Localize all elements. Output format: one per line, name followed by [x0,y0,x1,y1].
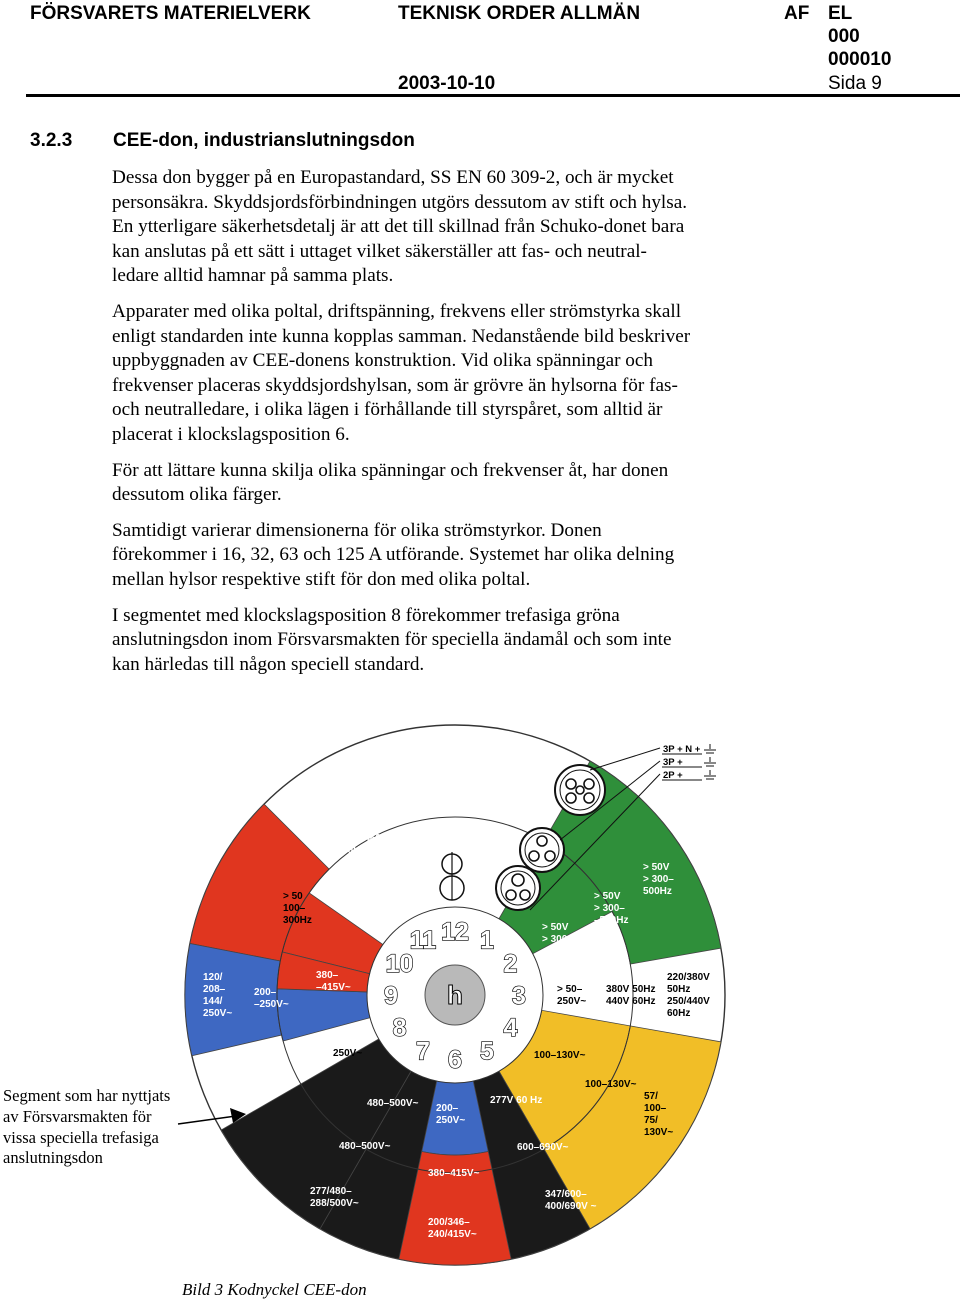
hour-number: 12 [441,918,469,946]
text-line: mellan hylsor respektive stift för don med olika poltal. [112,568,531,590]
text-line: ledare alltid hamnar på samma plats. [112,265,394,287]
socket-hole [566,779,576,789]
text-line: och neutralledare, i olika lägen i förhållande till styrspåret, som alltid är [112,399,663,421]
segment-label: 208– [203,984,226,995]
segment-label: 75/ [644,1115,658,1126]
socket-hole [520,890,530,900]
segment-label: 600–690V~ [517,1142,569,1153]
header-doc-type: TEKNISK ORDER ALLMÄN [398,3,641,24]
segment-label: 440V 60Hz [606,996,656,1007]
segment-label: 200– [436,1103,459,1114]
text-line: uppbyggnaden av CEE-donens konstruktion. Vid olika spänningar och [112,350,653,372]
segment-label: > 50– [557,984,583,995]
segment-label: 380V 50Hz [606,984,656,995]
text-line: dessutom olika färger. [112,484,282,506]
segment-label: 400/690V ~ [545,1201,597,1212]
socket-2p-e [496,866,540,910]
callout-line: av Försvarsmakten för [3,1106,152,1126]
socket-hole [584,779,594,789]
socket-hole [545,851,555,861]
segment-label: 250V~ [557,996,587,1007]
segment-label: 100– [644,1103,667,1114]
callout-line: vissa speciella trefasiga [3,1127,159,1147]
segment-label: 200– [254,987,277,998]
segment-label: 500Hz [643,886,672,897]
segment-label: 60Hz [667,1008,691,1019]
segment-label: > 50 [283,891,303,902]
segment-label: 57/ [644,1091,658,1102]
hour-number: 3 [512,982,526,1010]
text-line: anslutningsdon inom Försvarsmakten för speciella ändamål och som inte [112,629,672,651]
segment-label: 300Hz [283,915,312,926]
socket-3p-n-e [555,765,605,815]
text-line: kan härledas till någon speciell standard. [112,653,425,675]
pin-config-label: 2P + [663,770,683,781]
segment-label: –500Hz [594,915,629,926]
hour-number: 4 [503,1014,518,1042]
socket-hole [566,793,576,803]
segment-label: > 50V [594,891,621,902]
segment-label: –415V~ [316,982,351,993]
socket-hole [512,874,524,886]
text-line: kan anslutas på ett sätt i uttaget vilket säkerställer att fas- och neutral- [112,240,647,262]
segment-label: 480–500V~ [339,1141,391,1152]
header-code-af: AF [784,3,810,24]
segment-label: 130V~ [644,1127,674,1138]
text-line: I segmentet med klockslagsposition 8 förekommer trefasiga gröna [112,604,620,626]
hour-number: 10 [385,950,414,978]
hour-number: 2 [503,950,518,978]
segment-label: 250V~ [333,1048,363,1059]
segment-label: 250V~ [436,1115,466,1126]
segment-label: 277/480– [310,1186,352,1197]
figure-caption: Bild 3 Kodnyckel CEE-don [182,1280,367,1299]
segment-label: 250/440V [667,996,710,1007]
segment-label: 480–500V~ [367,1098,419,1109]
header-date: 2003-10-10 [398,73,496,94]
pin-config-label: 3P + [663,757,683,768]
callout-text [3,1086,170,1169]
pin-config-label: 3P + N + [663,744,701,755]
header-org: FÖRSVARETS MATERIELVERK [30,3,311,24]
hour-number: 8 [392,1014,407,1042]
text-line: förekommer i 16, 32, 63 och 125 A utförande. Systemet har olika delning [112,544,675,566]
socket-hole [529,851,539,861]
socket-hole [584,793,594,803]
header-code-000010: 000010 [828,49,892,70]
segment-label: 277V 60 Hz [490,1095,543,1106]
segment-label: –250V~ [254,999,289,1010]
segment-label: 120/ [203,972,223,983]
text-line: Apparater med olika poltal, driftspänning, frekvens eller strömstyrka skall [112,300,682,322]
segment-label: 200/346– [428,1217,470,1228]
socket-hole [506,890,516,900]
segment-label: > 50V [643,862,670,873]
segment-label: 250/440–265/460V [292,793,377,804]
segment-label: 100–130V~ [534,1050,586,1061]
hour-number: 1 [480,926,494,955]
socket-hole [537,836,547,846]
segment-label: > 50V [542,922,569,933]
segment-label: > 300– [542,934,573,945]
segment-label: 144/ [203,996,223,1007]
segment-label: > 300– [594,903,625,914]
segment-label: > 300– [643,874,674,885]
text-line: personsäkra. Skyddsjordsförbindningen utgörs dessutom av stift och hylsa. [112,191,688,213]
segment-label: 250V~ [203,1008,233,1019]
callout-line: anslutningsdon [3,1148,103,1168]
segment-label: 100–130V~ [585,1079,637,1090]
text-line: En ytterligare säkerhetsdetalj är att det till skillnad från Schuko-donet bara [112,216,685,238]
segment-label: 60Hz [292,805,316,816]
hour-number: 9 [384,982,398,1010]
hub-label: h [447,980,463,1010]
segment-label: 60Hz [342,845,366,856]
segment-label: 380– [316,970,339,981]
text-line: placerat i klockslagsposition 6. [112,423,350,445]
socket-3p-e [520,828,564,872]
segment-label: 288/500V~ [310,1198,359,1209]
hour-number: 11 [409,926,437,955]
segment-label: –500Hz [542,946,577,957]
segment-label: 347/600– [545,1189,587,1200]
section-title: CEE-don, industrianslutningsdon [113,130,415,151]
text-line: För att lättare kunna skilja olika spänningar och frekvenser åt, har donen [112,459,669,481]
header-code-000: 000 [828,26,860,47]
text-line: Dessa don bygger på en Europastandard, SS EN 60 309-2, och är mycket [112,167,674,188]
header-code-el: EL [828,3,853,24]
callout-line: Segment som har nyttjats [3,1086,171,1105]
segment-label: 100– [283,903,306,914]
socket-hole [576,786,584,794]
segment-label: 440–460V [342,833,388,844]
hour-number: 6 [448,1046,462,1074]
hour-number: 5 [480,1037,494,1066]
segment-label: 240/415V~ [428,1229,477,1240]
pin-config-leader [590,748,660,770]
header-page: Sida 9 [828,73,882,94]
text-line: Samtidigt varierar dimensionerna för olika strömstyrkor. Donen [112,519,602,541]
section-number: 3.2.3 [30,130,73,151]
text-line: enligt standarden inte kunna kopplas samman. Nedanstående bild beskriver [112,325,691,347]
segment-label: 220/380V [667,972,710,983]
segment-label: 50Hz [667,984,691,995]
segment-label: 380–415V~ [428,1168,480,1179]
text-line: frekvenser placeras skyddsjordshylsan, som är grövre än hylsorna för fas- [112,374,678,396]
hour-number: 7 [416,1037,430,1066]
